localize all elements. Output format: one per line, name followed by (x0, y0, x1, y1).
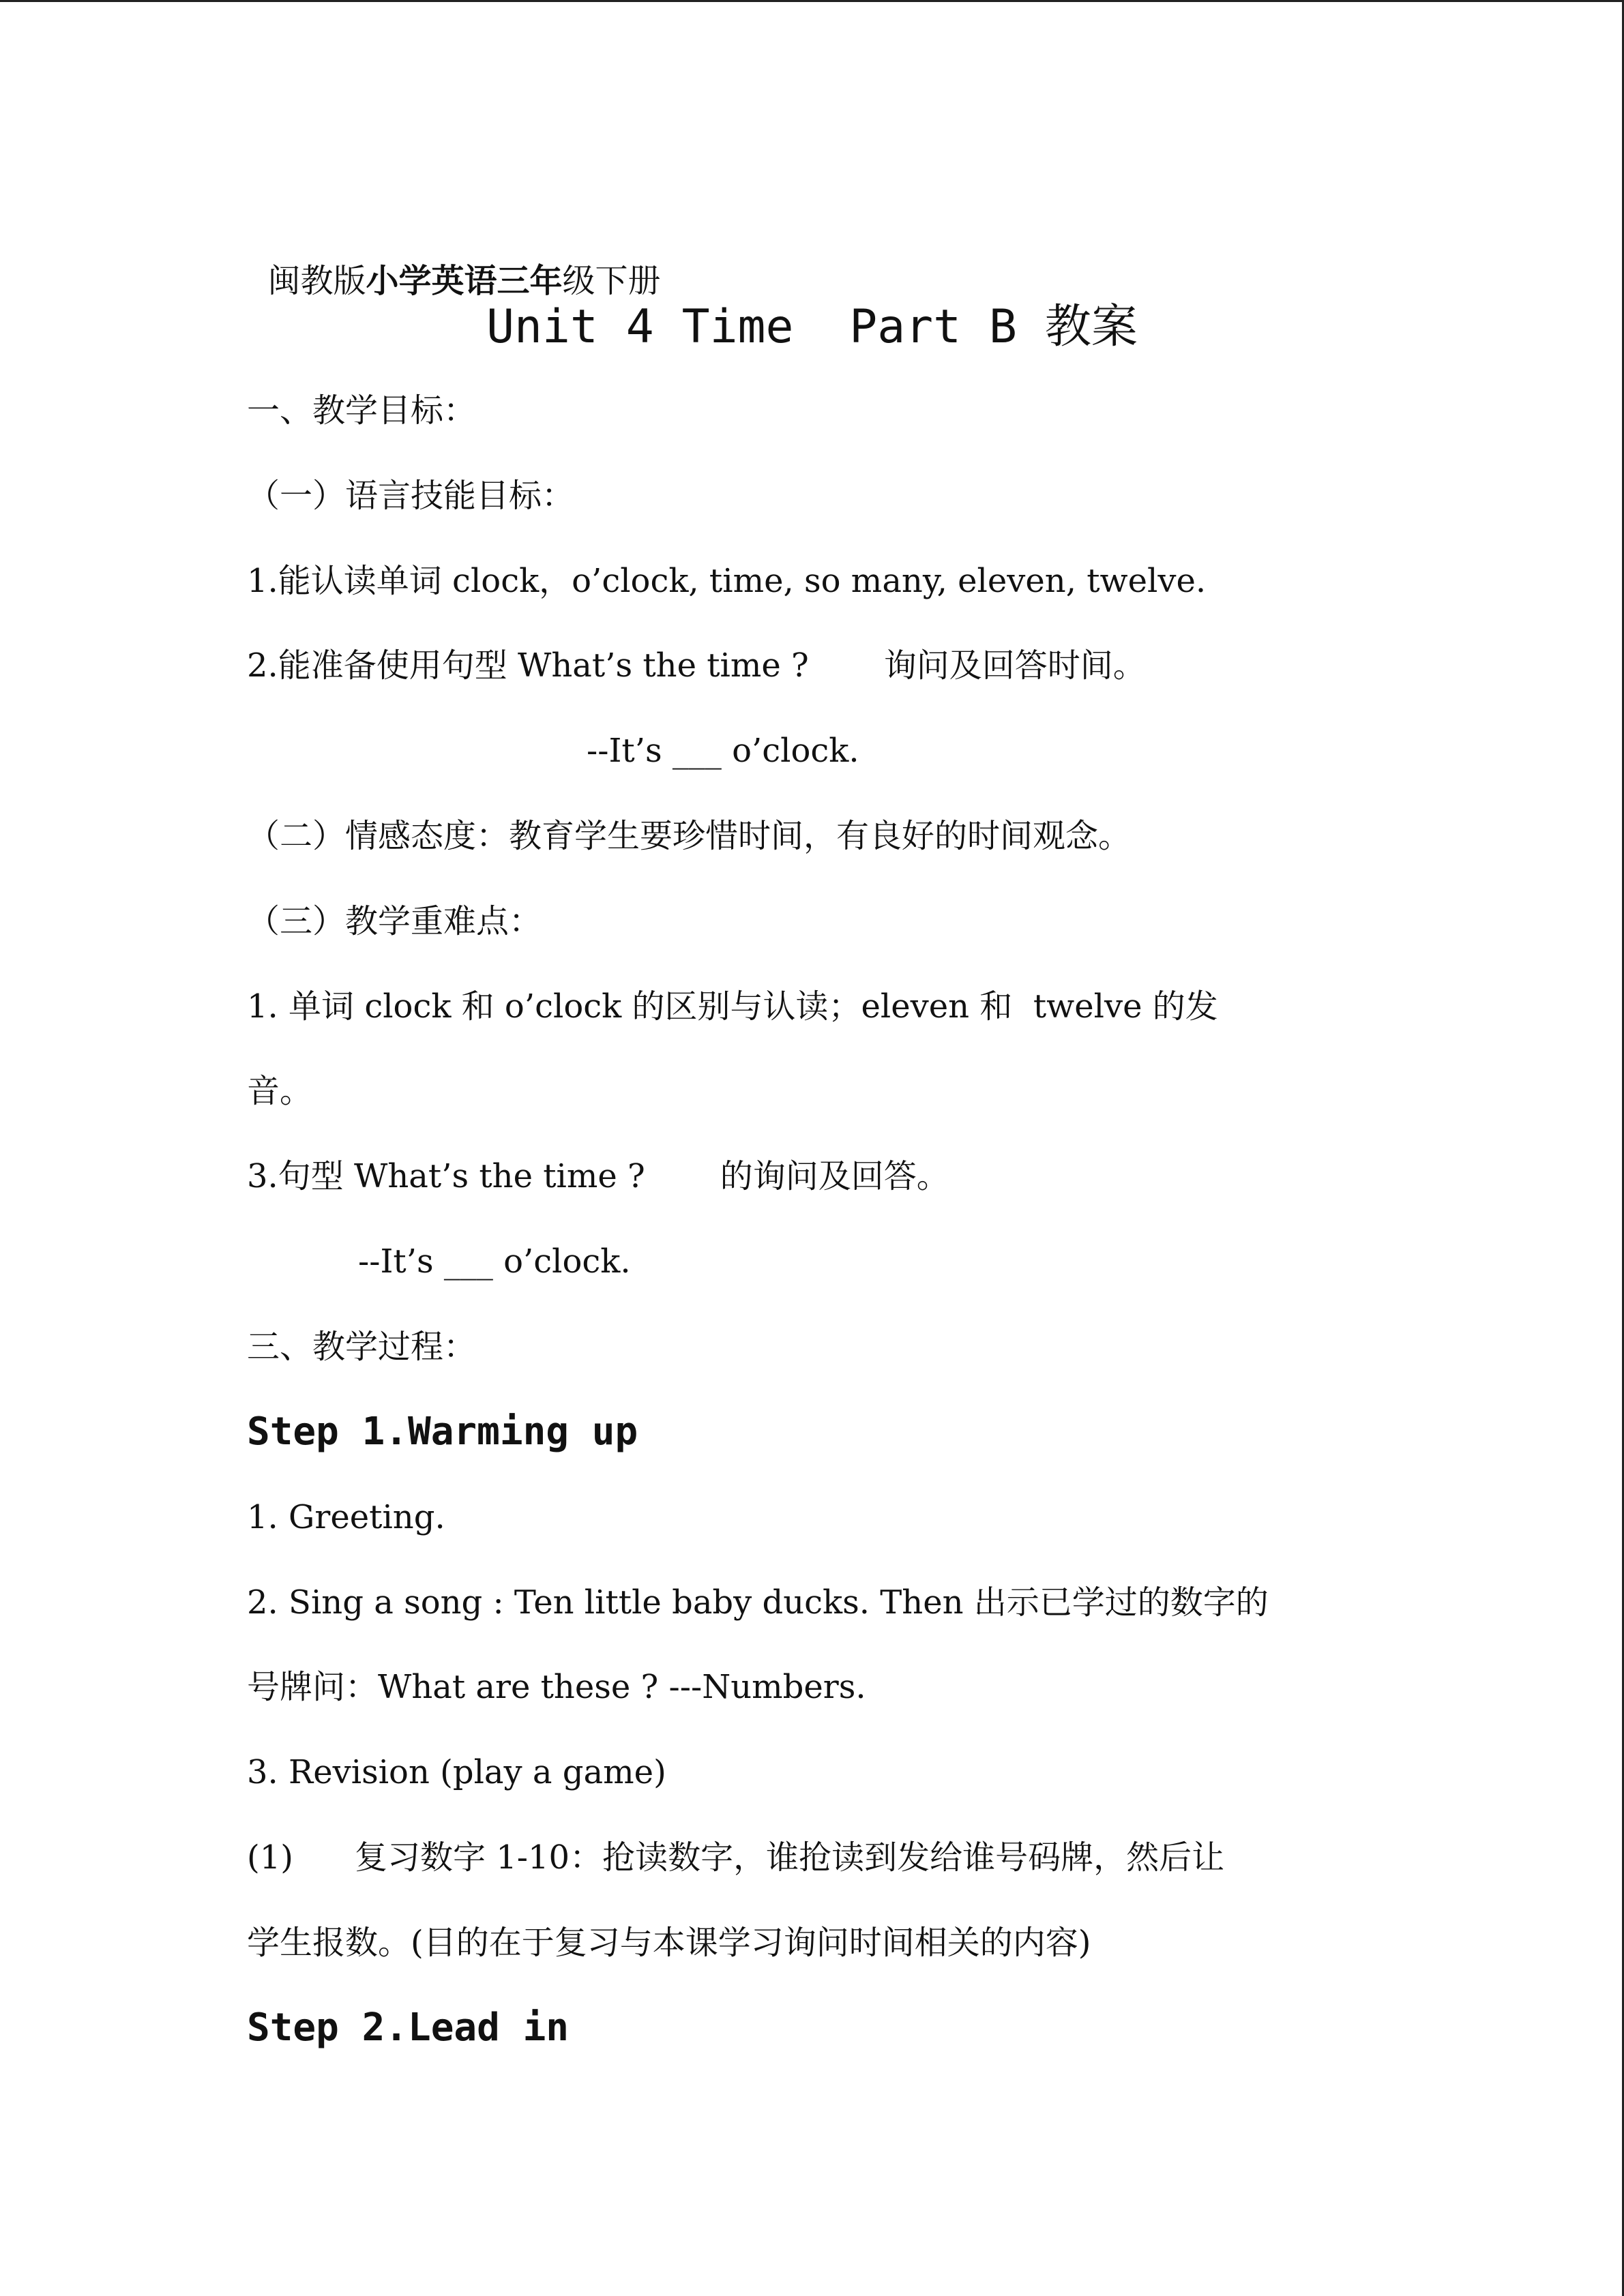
key-point-3 (247, 1156, 949, 1197)
step-1-item-2-cont: 号牌问：What are these ? ---Numbers. (247, 1668, 866, 1706)
objective-item-1: 1.能认读单词 clock，o’clock, time, so many, eleven, twelve. (247, 562, 1207, 600)
objective-item-2-desc: 询问及回答时间。 (883, 646, 1146, 685)
step-1-item-2: 2. Sing a song : Ten little baby ducks. Then 出示已学过的数字的 (247, 1583, 1269, 1622)
sub-item-number: (1) (247, 1838, 293, 1877)
answer-pattern-2: --It’s ___ o’clock. (358, 1242, 631, 1281)
section-process: 三、教学过程： (247, 1328, 477, 1366)
document-header (247, 220, 661, 301)
page-title: Unit 4 Time Part B 教案 (486, 300, 1138, 354)
step-1-item-3: 3. Revision (play a game) (247, 1753, 666, 1791)
key-point-1: 1. 单词 clock 和 o’clock 的区别与认读；eleven 和 twelve 的发 (247, 987, 1218, 1026)
sub-item-text: 复习数字 1-10：抢读数字，谁抢读到发给谁号码牌，然后让 (355, 1838, 1225, 1877)
step-1-sub-item-1-cont: 学生报数。(目的在于复习与本课学习询问时间相关的内容) (247, 1924, 1091, 1962)
key-point-3-desc: 的询问及回答。 (720, 1157, 949, 1195)
subsection-language-skills: （一）语言技能目标： (247, 477, 575, 515)
key-point-3-pattern: 3.句型 What’s the time ? (247, 1157, 645, 1195)
objective-item-2 (247, 645, 1146, 686)
section-objectives: 一、教学目标： (247, 391, 477, 430)
page-top-border (0, 0, 1624, 2)
header-suffix: 级下册 (562, 262, 661, 300)
answer-pattern-1: --It’s ___ o’clock. (587, 732, 859, 770)
header-prefix: 闽教版 (267, 262, 366, 300)
step-2-heading: Step 2.Lead in (247, 2006, 570, 2050)
step-1-sub-item-1 (247, 1837, 1224, 1878)
step-1-item-1: 1. Greeting. (247, 1498, 445, 1536)
subsection-attitude: （二）情感态度：教育学生要珍惜时间，有良好的时间观念。 (247, 817, 1132, 855)
objective-item-2-pattern: 2.能准备使用句型 What’s the time ? (247, 646, 809, 685)
header-bold: 小学英语三年 (366, 262, 563, 300)
subsection-key-points: （三）教学重难点： (247, 902, 542, 940)
step-1-heading: Step 1.Warming up (247, 1410, 638, 1454)
key-point-1-cont: 音。 (247, 1072, 313, 1110)
